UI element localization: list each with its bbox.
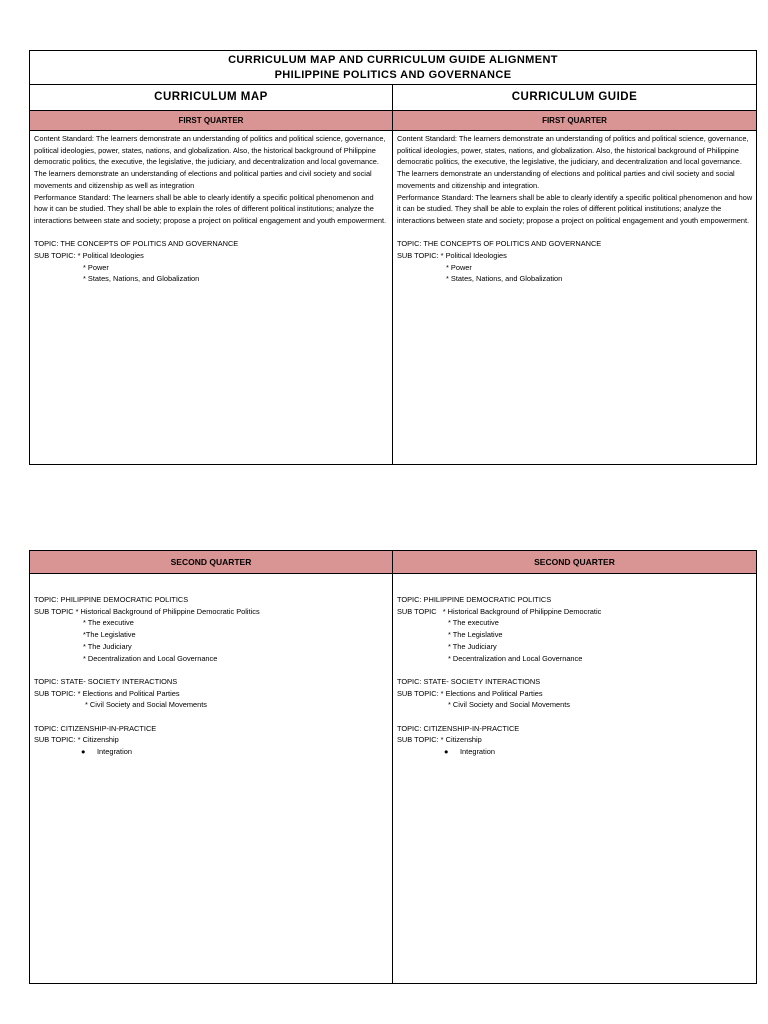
subtopic-heading: SUB TOPIC: * Citizenship	[397, 735, 482, 745]
quarter-label-right: FIRST QUARTER	[393, 111, 757, 131]
subtopic-item: * The Legislative	[448, 630, 503, 640]
title-line-2: PHILIPPINE POLITICS AND GOVERNANCE	[274, 69, 512, 81]
topic-heading: TOPIC: THE CONCEPTS OF POLITICS AND GOVERNANCE	[397, 239, 602, 249]
bullet-icon: ●	[81, 747, 86, 757]
content-standard: Content Standard: The learners demonstrate an understanding of politics and political science, governance, political ideologies, power, states, nations, and globalization. Also, the historical background of Philippine democratic politics, the executive, the legislative, the judiciary, and decentralization and local governance. The learners demonstrate an understanding of elections and political parties and civil society and social movements and citizenship and integration.	[397, 134, 749, 190]
column-header-curriculum-map: CURRICULUM MAP	[30, 85, 393, 111]
document-title	[30, 51, 757, 85]
subtopic-item: * Decentralization and Local Governance	[448, 653, 583, 663]
bullet-item-label: Integration	[460, 747, 495, 757]
subtopic-heading: SUB TOPIC * Historical Background of Philippine Democratic	[397, 606, 602, 616]
bullet-item	[397, 746, 753, 758]
subtopic-item: * Power	[83, 262, 109, 272]
topic-heading: TOPIC: CITIZENSHIP-IN-PRACTICE	[34, 723, 157, 733]
topic-heading: TOPIC: THE CONCEPTS OF POLITICS AND GOVERNANCE	[34, 239, 239, 249]
first-quarter-guide-cell	[393, 131, 757, 465]
bullet-icon: ●	[444, 747, 449, 757]
subtopic-item: * States, Nations, and Globalization	[446, 274, 563, 284]
topic-heading: TOPIC: PHILIPPINE DEMOCRATIC POLITICS	[34, 595, 189, 604]
first-quarter-map-cell	[30, 131, 393, 465]
topic-heading: TOPIC: STATE- SOCIETY INTERACTIONS	[397, 676, 541, 686]
quarter-label-left: SECOND QUARTER	[30, 551, 393, 574]
subtopic-item: * The executive	[83, 618, 134, 628]
topic-heading: TOPIC: PHILIPPINE DEMOCRATIC POLITICS	[397, 595, 552, 604]
subtopic-item: * The executive	[448, 618, 499, 628]
topic-heading: TOPIC: STATE- SOCIETY INTERACTIONS	[34, 676, 178, 686]
subtopic-heading: SUB TOPIC: * Political Ideologies	[34, 251, 144, 261]
subtopic-item: *The Legislative	[83, 630, 136, 640]
quarter-label-left: FIRST QUARTER	[30, 111, 393, 131]
subtopic-item: * The Judiciary	[83, 641, 132, 651]
subtopic-heading: SUB TOPIC * Historical Background of Philippine Democratic Politics	[34, 606, 260, 616]
subtopic-item: * States, Nations, and Globalization	[83, 274, 200, 284]
subtopic-heading: SUB TOPIC: * Political Ideologies	[397, 251, 507, 261]
performance-standard: Performance Standard: The learners shall be able to clearly identify a specific political phenomenon and how it can be studied. They shall be able to explain the roles of different political institutions; analyze the interactions between state and society; propose a project on political engagement and youth empowerment.	[34, 192, 387, 225]
subtopic-item: * Civil Society and Social Movements	[85, 700, 207, 710]
subtopic-item: * Civil Society and Social Movements	[448, 700, 570, 710]
first-quarter-table	[29, 50, 757, 465]
performance-standard: Performance Standard: The learners shall be able to clearly identify a specific political phenomenon and how it can be studied. They shall be able to explain the roles of different political institutions; analyze the interactions between state and society; propose a project on political engagement and youth empowerment.	[397, 192, 753, 225]
subtopic-item: * Decentralization and Local Governance	[83, 653, 218, 663]
subtopic-heading: SUB TOPIC: * Elections and Political Parties	[397, 688, 543, 698]
content-standard: Content Standard: The learners demonstrate an understanding of politics and political science, governance, political ideologies, power, states, nations, and globalization. Also, the historical background of Philippine democratic politics, the executive, the legislative, the judiciary, and decentralization and local governance. The learners demonstrate an understanding of elections and political parties and civil society and social movements and citizenship as well as integration	[34, 134, 386, 190]
bullet-item-label: Integration	[97, 747, 132, 757]
subtopic-item: * The Judiciary	[448, 641, 497, 651]
second-quarter-guide-cell	[393, 574, 757, 984]
column-header-curriculum-guide: CURRICULUM GUIDE	[393, 85, 757, 111]
subtopic-item: * Power	[446, 262, 472, 272]
title-line-1: CURRICULUM MAP AND CURRICULUM GUIDE ALIGNMENT	[228, 54, 558, 66]
second-quarter-table	[29, 550, 757, 984]
quarter-label-right: SECOND QUARTER	[393, 551, 757, 574]
second-quarter-map-cell	[30, 574, 393, 984]
subtopic-heading: SUB TOPIC: * Citizenship	[34, 735, 119, 745]
bullet-item	[34, 746, 389, 758]
topic-heading: TOPIC: CITIZENSHIP-IN-PRACTICE	[397, 723, 520, 733]
subtopic-heading: SUB TOPIC: * Elections and Political Parties	[34, 688, 180, 698]
